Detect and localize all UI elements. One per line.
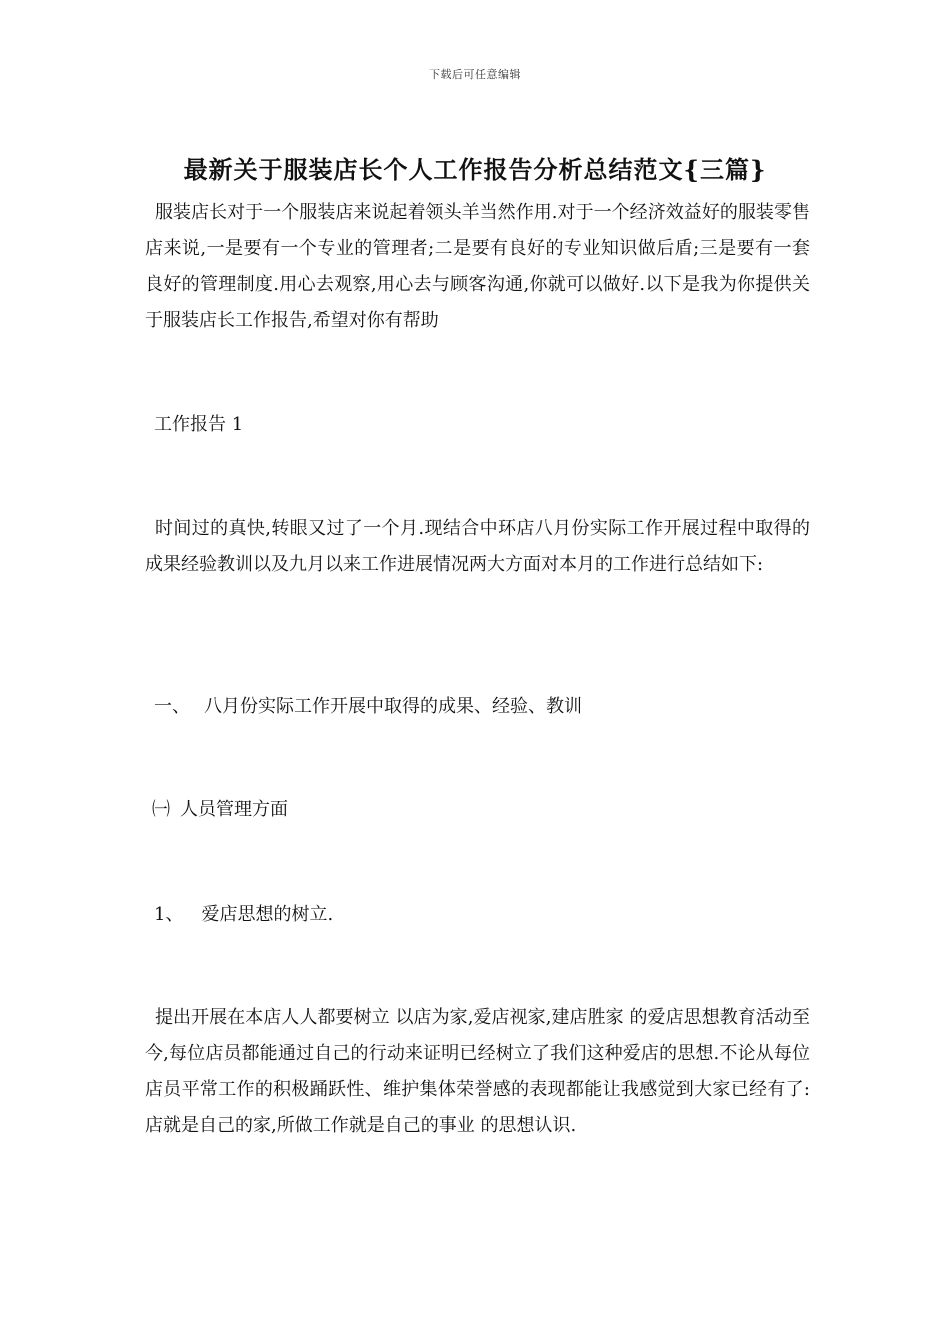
heading-level-1 <box>154 692 582 722</box>
body-paragraph-2: 提出开展在本店人人都要树立 以店为家,爱店视家,建店胜家 的爱店思想教育活动至今,每位店员都能通过自己的行动来证明已经树立了我们这种爱店的思想.不论从每位店员平常工作的积极踊跃性、维护集体荣誉感的表现都能让我感觉到大家已经有了: 店就是自己的家,所做工作就是自己的事业 的思想认识. <box>145 1007 810 1136</box>
document-title: 最新关于服装店长个人工作报告分析总结范文{三篇} <box>183 155 767 184</box>
heading-level-3-number: 1、 <box>154 904 184 925</box>
heading-level-2-number: ㈠ <box>152 799 170 820</box>
heading-level-2-text: 人员管理方面 <box>180 799 288 820</box>
header-note: 下载后可任意编辑 <box>429 68 521 81</box>
heading-level-1-text: 八月份实际工作开展中取得的成果、经验、教训 <box>204 696 582 717</box>
body-paragraph-1: 时间过的真快,转眼又过了一个月.现结合中环店八月份实际工作开展过程中取得的成果经验教训以及九月以来工作进展情况两大方面对本月的工作进行总结如下: <box>145 518 810 575</box>
section-heading: 工作报告 1 <box>154 414 244 435</box>
heading-level-2 <box>152 795 288 825</box>
heading-level-3 <box>154 900 333 930</box>
heading-level-3-text: 爱店思想的树立. <box>201 904 334 925</box>
heading-level-1-number: 一、 <box>154 696 190 717</box>
intro-paragraph: 服装店长对于一个服装店来说起着领头羊当然作用.对于一个经济效益好的服装零售店来说,一是要有一个专业的管理者;二是要有良好的专业知识做后盾;三是要有一套良好的管理制度.用心去观察,用心去与顾客沟通,你就可以做好.以下是我为你提供关于服装店长工作报告,希望对你有帮助 <box>145 202 810 331</box>
